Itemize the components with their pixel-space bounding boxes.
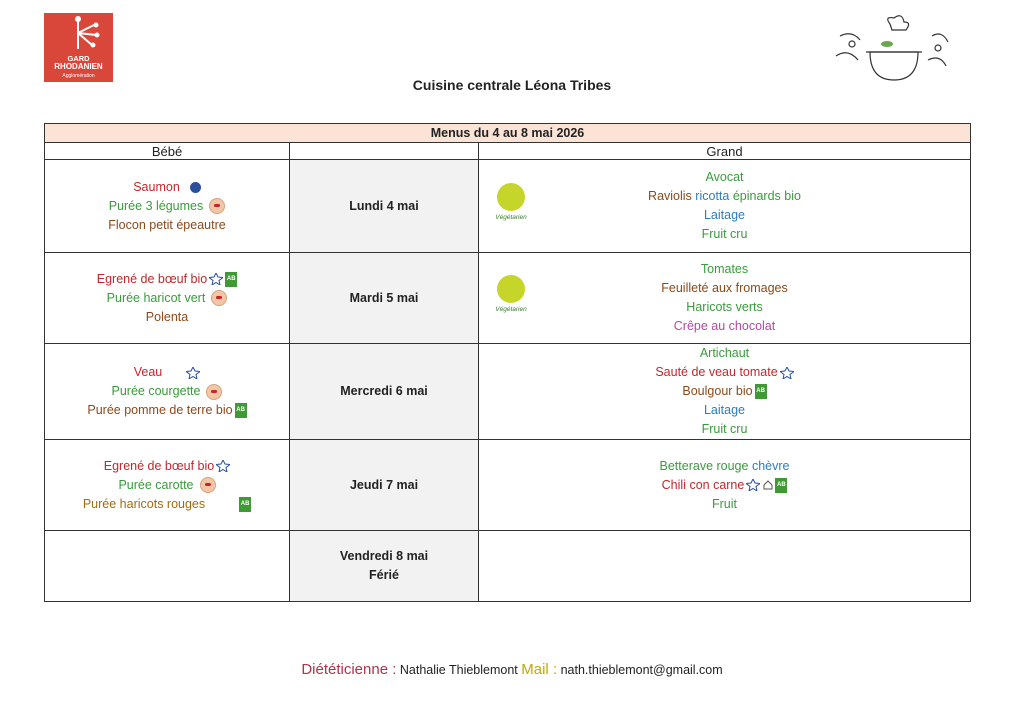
baby-face-icon: [206, 384, 222, 400]
menu-item: ricotta: [695, 189, 730, 203]
house-icon: [763, 480, 773, 490]
menu-item: Purée 3 légumes: [108, 198, 204, 213]
grand-cell: [479, 440, 971, 531]
menu-item: Purée haricot vert: [106, 290, 206, 305]
menu-item: Tomates: [700, 262, 749, 276]
bebe-cell: [45, 440, 290, 531]
french-origin-star-icon: [209, 273, 223, 285]
menu-item: Purée pomme de terre bio: [87, 403, 233, 417]
week-title: Menus du 4 au 8 mai 2026: [45, 124, 971, 143]
header-bebe: Bébé: [45, 143, 290, 160]
grand-cell: [479, 531, 971, 602]
day-label: Mardi 5 mai: [290, 253, 479, 344]
menu-item: Egrené de bœuf bio: [103, 458, 215, 473]
footer: [0, 661, 1024, 678]
menu-item: Fruit cru: [701, 422, 748, 436]
fish-label-icon: [190, 182, 201, 193]
vegetarian-label: Végétarien: [495, 214, 527, 221]
dietitian-label: Diététicienne :: [301, 661, 397, 678]
organic-ab-icon: AB: [225, 272, 237, 287]
baby-face-icon: [200, 477, 216, 493]
menu-item: Purée carotte: [118, 477, 194, 492]
table-row: [45, 531, 971, 602]
grand-cell: [479, 253, 971, 344]
menu-item: Crêpe au chocolat: [673, 319, 776, 333]
header-middle: [290, 143, 479, 160]
organic-ab-icon: AB: [755, 384, 767, 399]
menu-item: Purée haricots rouges: [82, 496, 206, 511]
grand-cell: [479, 160, 971, 253]
gard-rhodanien-logo: [44, 13, 113, 82]
logo-line1: GARD: [67, 54, 90, 63]
baby-face-icon: [209, 198, 225, 214]
menu-item: Polenta: [145, 309, 189, 324]
grand-cell: [479, 344, 971, 440]
menu-item: Laitage: [703, 403, 745, 417]
organic-ab-icon: AB: [235, 403, 247, 418]
organic-ab-icon: AB: [775, 478, 787, 493]
logo-line2: RHODANIEN: [54, 62, 103, 71]
day-label: Jeudi 7 mai: [290, 440, 479, 531]
menu-item: Feuilleté aux fromages: [661, 281, 788, 295]
day-label: [290, 531, 479, 602]
menu-table: [44, 123, 971, 602]
page-title: Cuisine centrale Léona Tribes: [412, 77, 612, 93]
table-row: [45, 440, 971, 531]
day-label: Lundi 4 mai: [290, 160, 479, 253]
menu-item: Boulgour bio: [682, 384, 753, 398]
day-label: Mercredi 6 mai: [290, 344, 479, 440]
menu-item: Flocon petit épeautre: [108, 217, 226, 232]
menu-item: Purée courgette: [111, 384, 201, 398]
day-name: Vendredi 8 mai: [339, 549, 429, 563]
menu-item: Saumon: [133, 179, 180, 194]
bebe-cell: [45, 253, 290, 344]
menu-item: Veau: [133, 365, 163, 379]
bebe-cell: [45, 160, 290, 253]
holiday-label: Férié: [369, 568, 399, 582]
chef-pot-icon: [832, 14, 952, 84]
table-row: [45, 160, 971, 253]
organic-ab-icon: AB: [239, 497, 251, 512]
mail-label: Mail :: [521, 661, 558, 678]
menu-item: épinards bio: [732, 189, 801, 203]
french-origin-star-icon: [216, 460, 230, 472]
menu-item: Artichaut: [699, 346, 750, 360]
vegetarian-label: Végétarien: [495, 306, 527, 313]
menu-item: Egrené de bœuf bio: [96, 271, 208, 286]
french-origin-star-icon: [746, 479, 760, 491]
logo-line3: Agglomération: [62, 73, 95, 79]
menu-item: Fruit cru: [701, 227, 748, 241]
dietitian-name: Nathalie Thieblemont: [399, 663, 518, 677]
bebe-cell: [45, 531, 290, 602]
vegetarian-icon: [494, 275, 528, 321]
menu-item: Chili con carne: [661, 477, 745, 492]
logo-icon: [44, 13, 113, 55]
header-grand: Grand: [479, 143, 971, 160]
menu-item: Sauté de veau tomate: [655, 365, 778, 379]
table-row: [45, 253, 971, 344]
table-row: [45, 344, 971, 440]
menu-item: Fruit: [712, 496, 737, 511]
menu-item: Raviolis: [648, 189, 692, 203]
baby-face-icon: [211, 290, 227, 306]
menu-item: chèvre: [751, 458, 790, 473]
menu-item: Laitage: [703, 208, 745, 222]
menu-item: Avocat: [705, 170, 744, 184]
bebe-cell: [45, 344, 290, 440]
menu-item: Betterave rouge: [659, 458, 749, 473]
email-address: nath.thieblemont@gmail.com: [560, 663, 723, 677]
menu-item: Haricots verts: [686, 300, 763, 314]
french-origin-star-icon: [780, 367, 794, 379]
french-origin-star-icon: [186, 367, 200, 379]
vegetarian-icon: [494, 183, 528, 229]
